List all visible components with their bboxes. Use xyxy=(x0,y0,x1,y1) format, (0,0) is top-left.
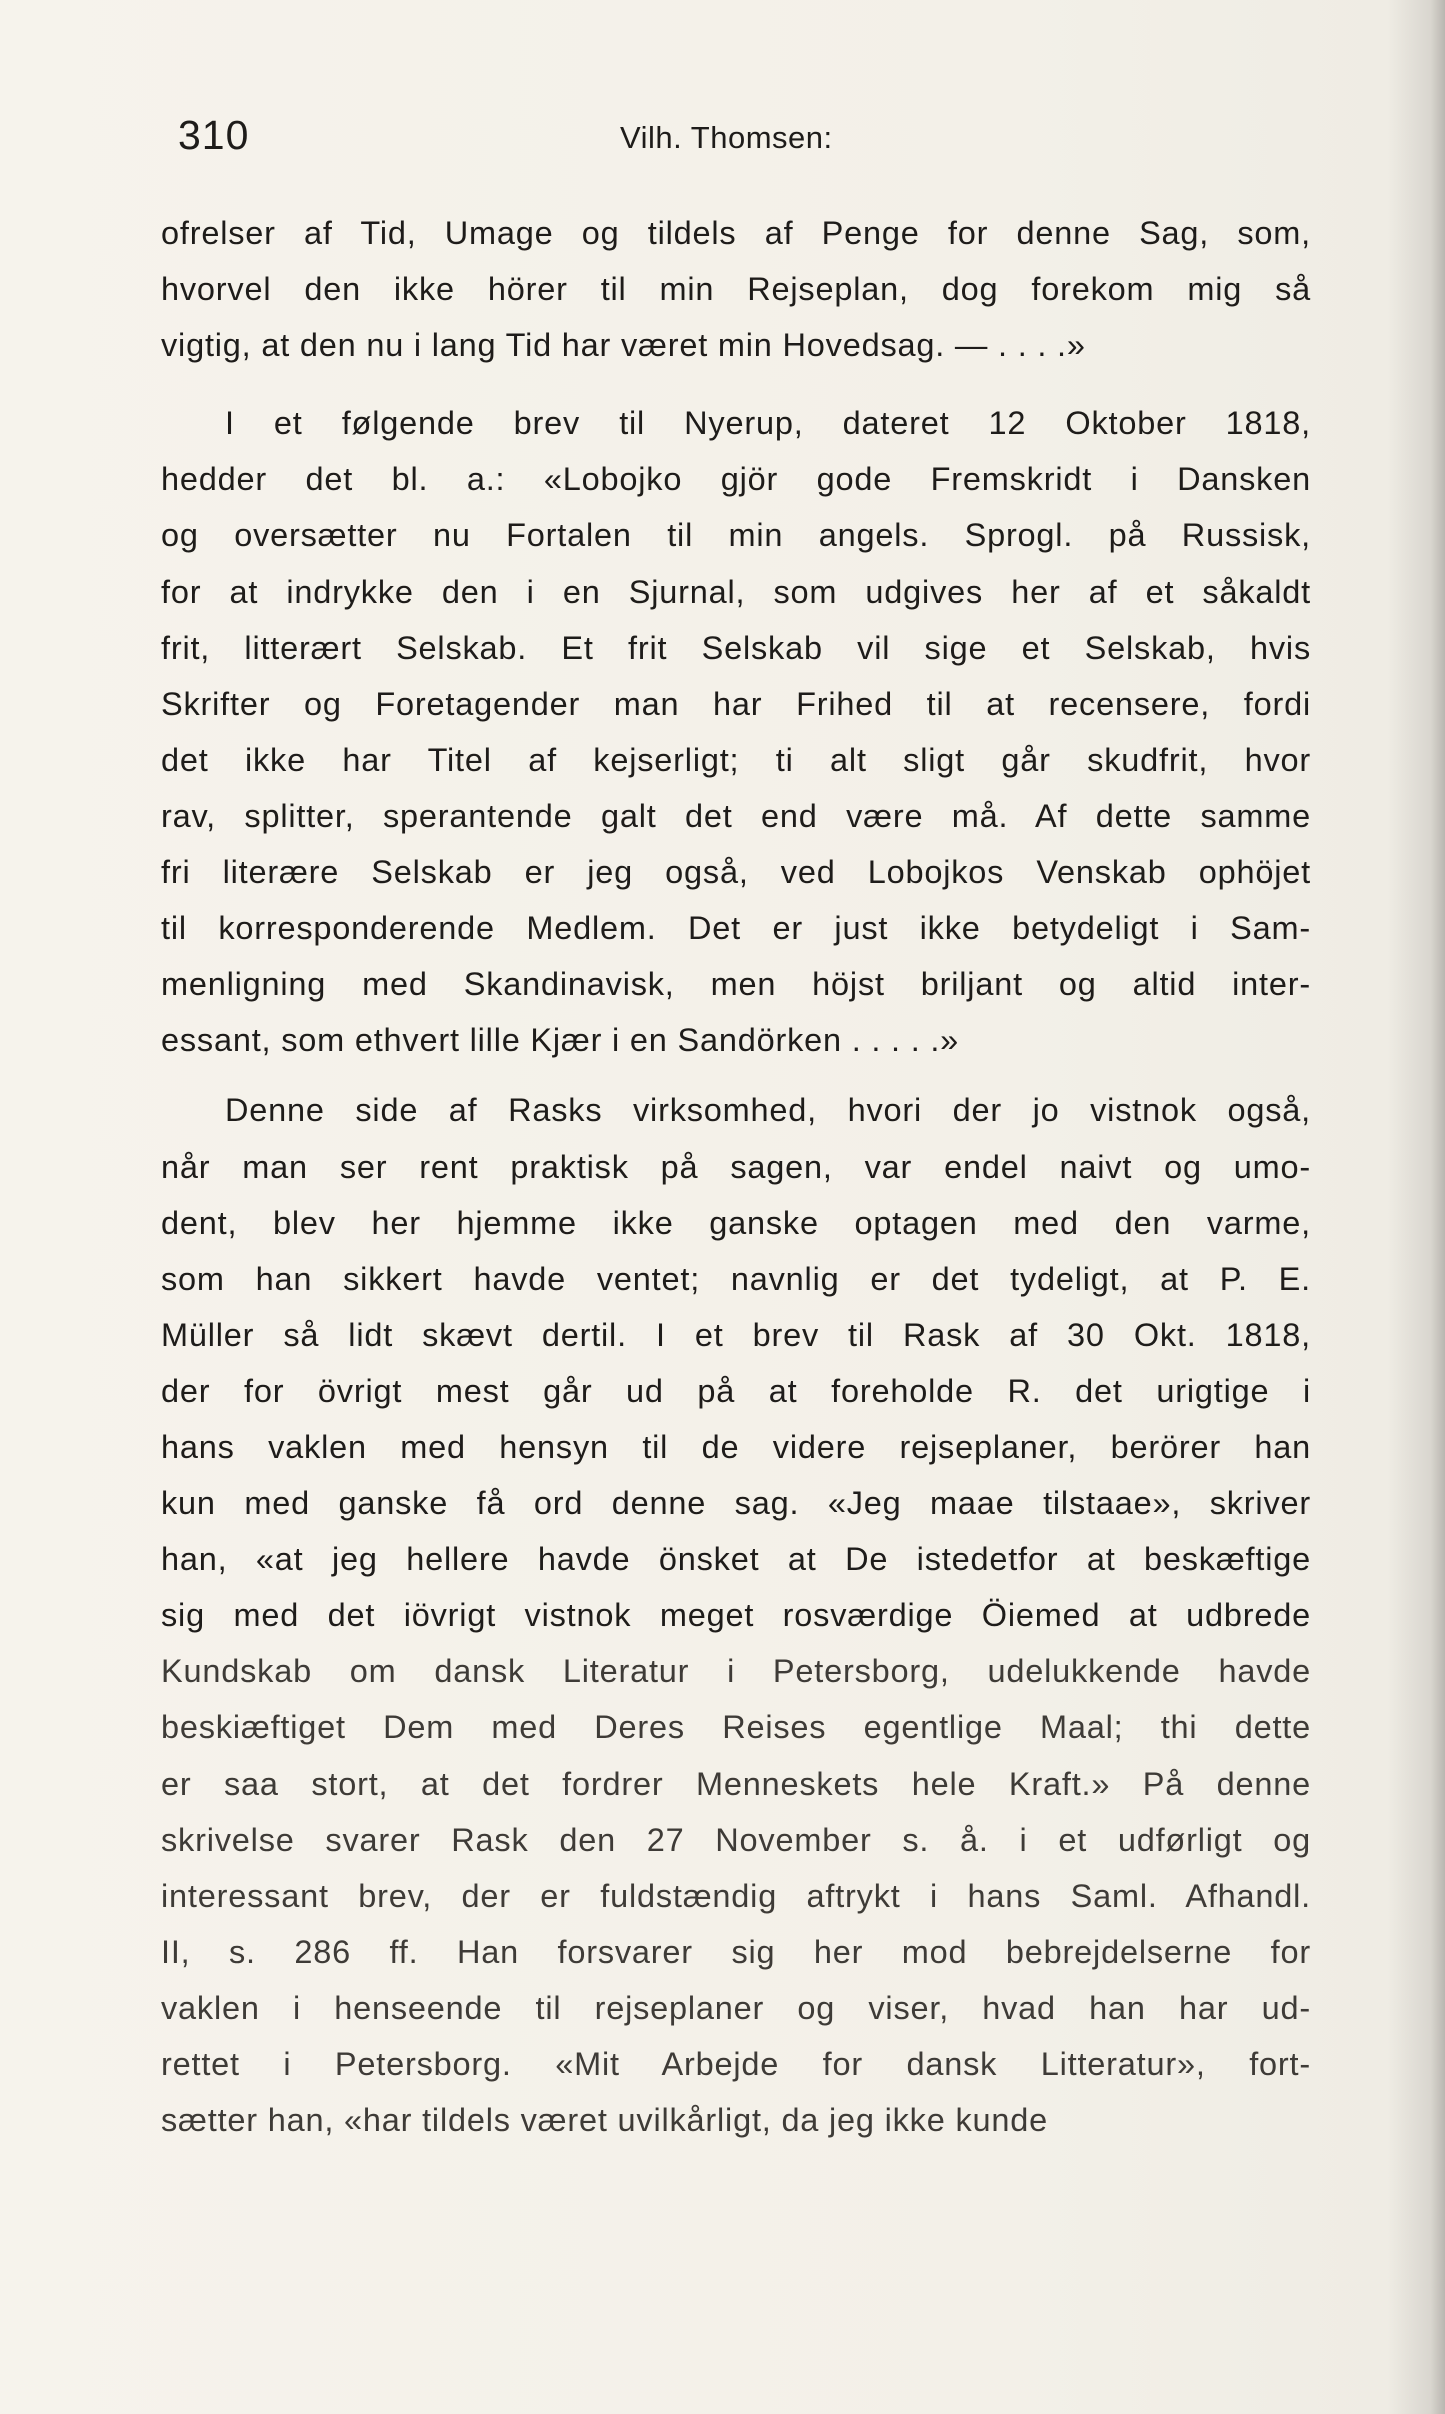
text-line: Kundskab om dansk Literatur i Petersborg, udelukkende havde xyxy=(161,1653,1311,1690)
page-number: 310 xyxy=(178,112,250,158)
text-line: menligning med Skandinavisk, men höjst briljant og altid inter- xyxy=(161,966,1311,1003)
text-line: hvorvel den ikke hörer til min Rejseplan, dog forekom mig så xyxy=(161,271,1311,308)
text-line: det ikke har Titel af kejserligt; ti alt sligt går skudfrit, hvor xyxy=(161,741,1311,778)
text-line: I et følgende brev til Nyerup, dateret 12 Oktober 1818, xyxy=(225,405,1311,442)
text-line: vigtig, at den nu i lang Tid har været min Hovedsag. — . . . .» xyxy=(161,327,1086,364)
text-line: for at indrykke den i en Sjurnal, som udgives her af et såkaldt xyxy=(161,573,1311,610)
text-line: sig med det iövrigt vistnok meget rosværdige Öiemed at udbrede xyxy=(161,1597,1311,1634)
text-line: der for övrigt mest går ud på at foreholde R. det urigtige i xyxy=(161,1372,1311,1409)
text-line: rav, splitter, sperantende galt det end være må. Af dette samme xyxy=(161,797,1311,834)
page-header xyxy=(0,112,1445,162)
text-line: skrivelse svarer Rask den 27 November s. å. i et udførligt og xyxy=(161,1821,1311,1858)
text-line: kun med ganske få ord denne sag. «Jeg maae tilstaae», skriver xyxy=(161,1485,1311,1522)
text-line: han, «at jeg hellere havde önsket at De istedetfor at beskæftige xyxy=(161,1541,1311,1578)
text-line: beskiæftiget Dem med Deres Reises egentlige Maal; thi dette xyxy=(161,1709,1311,1746)
body-text xyxy=(161,205,1311,2148)
text-line: interessant brev, der er fuldstændig aftrykt i hans Saml. Afhandl. xyxy=(161,1877,1311,1914)
text-line: Müller så lidt skævt dertil. I et brev til Rask af 30 Okt. 1818, xyxy=(161,1316,1311,1353)
running-head: Vilh. Thomsen: xyxy=(620,120,833,155)
text-line: er saa stort, at det fordrer Menneskets hele Kraft.» På denne xyxy=(161,1765,1311,1802)
paragraph-3 xyxy=(161,1082,1311,2148)
text-line: essant, som ethvert lille Kjær i en Sandörken . . . . .» xyxy=(161,1022,960,1059)
text-line: hans vaklen med hensyn til de videre rejseplaner, berörer han xyxy=(161,1428,1311,1465)
text-line: vaklen i henseende til rejseplaner og viser, hvad han har ud- xyxy=(161,1989,1311,2026)
text-line: Skrifter og Foretagender man har Frihed til at recensere, fordi xyxy=(161,685,1311,722)
text-line: når man ser rent praktisk på sagen, var endel naivt og umo- xyxy=(161,1148,1311,1185)
text-line: II, s. 286 ff. Han forsvarer sig her mod bebrejdelserne for xyxy=(161,1933,1311,1970)
text-line: dent, blev her hjemme ikke ganske optagen med den varme, xyxy=(161,1204,1311,1241)
text-line: rettet i Petersborg. «Mit Arbejde for dansk Litteratur», fort- xyxy=(161,2046,1311,2082)
text-line: sætter han, «har tildels været uvilkårligt, da jeg ikke kunde xyxy=(161,2102,1048,2139)
text-line: Denne side af Rasks virksomhed, hvori der jo vistnok også, xyxy=(225,1092,1311,1129)
text-line: ofrelser af Tid, Umage og tildels af Penge for denne Sag, som, xyxy=(161,215,1311,251)
paragraph-2 xyxy=(161,395,1311,1068)
text-line: frit, litterært Selskab. Et frit Selskab vil sige et Selskab, hvis xyxy=(161,629,1311,666)
text-line: som han sikkert havde ventet; navnlig er det tydeligt, at P. E. xyxy=(161,1260,1311,1297)
text-line: fri literære Selskab er jeg også, ved Lobojkos Venskab ophöjet xyxy=(161,854,1311,891)
paragraph-1 xyxy=(161,205,1311,373)
text-line: hedder det bl. a.: «Lobojko gjör gode Fremskridt i Dansken xyxy=(161,461,1311,498)
text-line: og oversætter nu Fortalen til min angels. Sprogl. på Russisk, xyxy=(161,517,1311,554)
text-line: til korresponderende Medlem. Det er just ikke betydeligt i Sam- xyxy=(161,910,1311,947)
